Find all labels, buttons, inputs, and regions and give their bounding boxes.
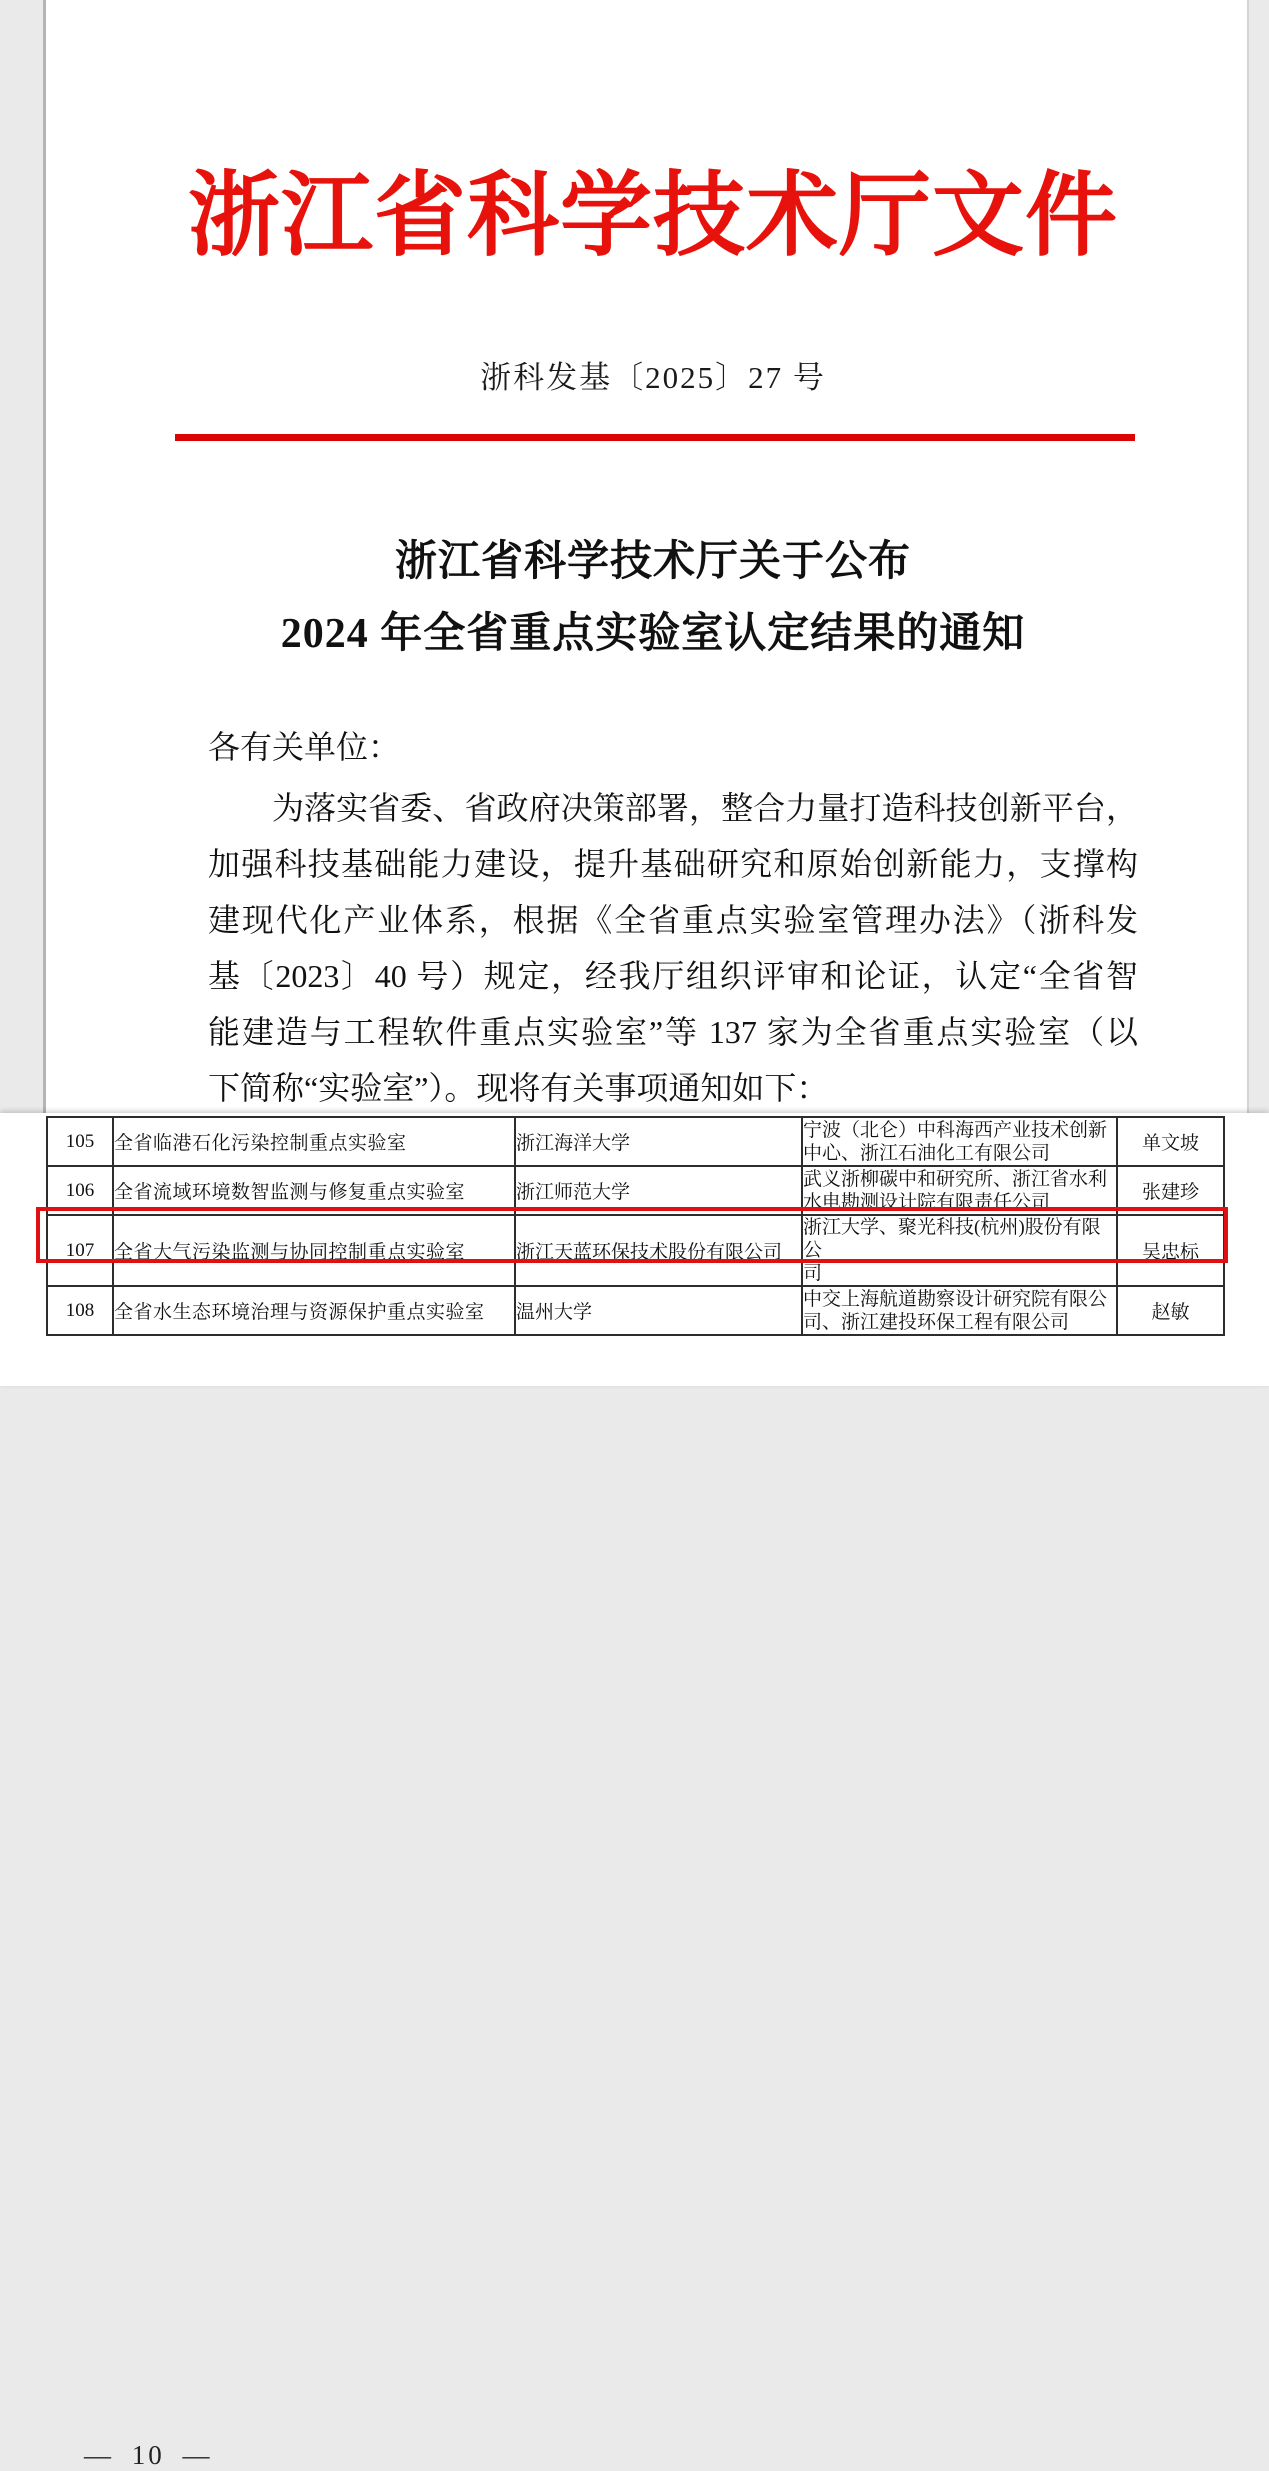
partner-org-line: 司、浙江建投环保工程有限公司 [803, 1311, 1070, 1333]
page-number: — 10 — [84, 2440, 213, 2470]
salutation: 各有关单位： [208, 729, 401, 765]
notice-page [43, 0, 1249, 1113]
cell-director: 张建珍 [1117, 1166, 1224, 1215]
body-line: 下简称“实验室”）。现将有关事项通知如下： [208, 1070, 829, 1106]
cell-lab-name: 全省大气污染监测与协同控制重点实验室 [113, 1215, 515, 1286]
cell-partner-orgs [802, 1215, 1117, 1286]
partner-org-line: 水电勘测设计院有限责任公司 [803, 1191, 1051, 1213]
document-number: 浙科发基〔2025〕27 号 [480, 360, 826, 395]
cell-director: 吴忠标 [1117, 1215, 1224, 1286]
notice-title-line1: 浙江省科学技术厅关于公布 [394, 539, 911, 585]
body-line: 能建造与工程软件重点实验室”等 137 家为全省重点实验室（以 [208, 1014, 1138, 1050]
partner-org-line: 中心、浙江石油化工有限公司 [803, 1142, 1051, 1164]
red-divider-line [175, 434, 1135, 441]
table-row [47, 1166, 1224, 1215]
body-line: 加强科技基础能力建设，提升基础研究和原始创新能力，支撑构 [208, 846, 1138, 882]
table-row [47, 1215, 1224, 1286]
cell-row-number: 106 [47, 1166, 113, 1215]
cell-row-number: 107 [47, 1215, 113, 1286]
cell-row-number: 108 [47, 1286, 113, 1335]
partner-org-line: 武义浙柳碳中和研究所、浙江省水利 [803, 1168, 1108, 1190]
cell-lab-name: 全省临港石化污染控制重点实验室 [113, 1117, 515, 1166]
notice-title-line2: 2024 年全省重点实验室认定结果的通知 [280, 611, 1026, 657]
cell-partner-orgs [802, 1166, 1117, 1215]
cell-institution: 温州大学 [515, 1286, 802, 1335]
partner-org-line: 宁波（北仑）中科海西产业技术创新 [803, 1119, 1108, 1141]
cell-director: 单文坡 [1117, 1117, 1224, 1166]
body-line: 为落实省委、省政府决策部署，整合力量打造科技创新平台， [272, 790, 1138, 826]
cell-lab-name: 全省流域环境数智监测与修复重点实验室 [113, 1166, 515, 1215]
partner-org-line: 司 [803, 1263, 823, 1284]
table-row [47, 1117, 1224, 1166]
cell-institution: 浙江海洋大学 [515, 1117, 802, 1166]
partner-org-line: 浙江大学、聚光科技(杭州)股份有限公 [803, 1217, 1101, 1261]
cell-institution: 浙江师范大学 [515, 1166, 802, 1215]
notice-body [208, 780, 1138, 1116]
body-line: 建现代化产业体系，根据《全省重点实验室管理办法》（浙科发 [208, 902, 1138, 938]
cell-director: 赵敏 [1117, 1286, 1224, 1335]
cell-partner-orgs [802, 1286, 1117, 1335]
labs-table [46, 1116, 1225, 1336]
agency-header-title: 浙江省科学技术厅文件 [187, 165, 1118, 267]
cell-institution: 浙江天蓝环保技术股份有限公司 [515, 1215, 802, 1286]
labs-table-page-section [0, 1113, 1269, 2470]
cell-row-number: 105 [47, 1117, 113, 1166]
body-line: 基〔2023〕40 号）规定，经我厅组织评审和论证，认定“全省智 [208, 958, 1138, 994]
cell-lab-name: 全省水生态环境治理与资源保护重点实验室 [113, 1286, 515, 1335]
table-row [47, 1286, 1224, 1335]
partner-org-line: 中交上海航道勘察设计研究院有限公 [803, 1288, 1108, 1310]
cell-partner-orgs [802, 1117, 1117, 1166]
